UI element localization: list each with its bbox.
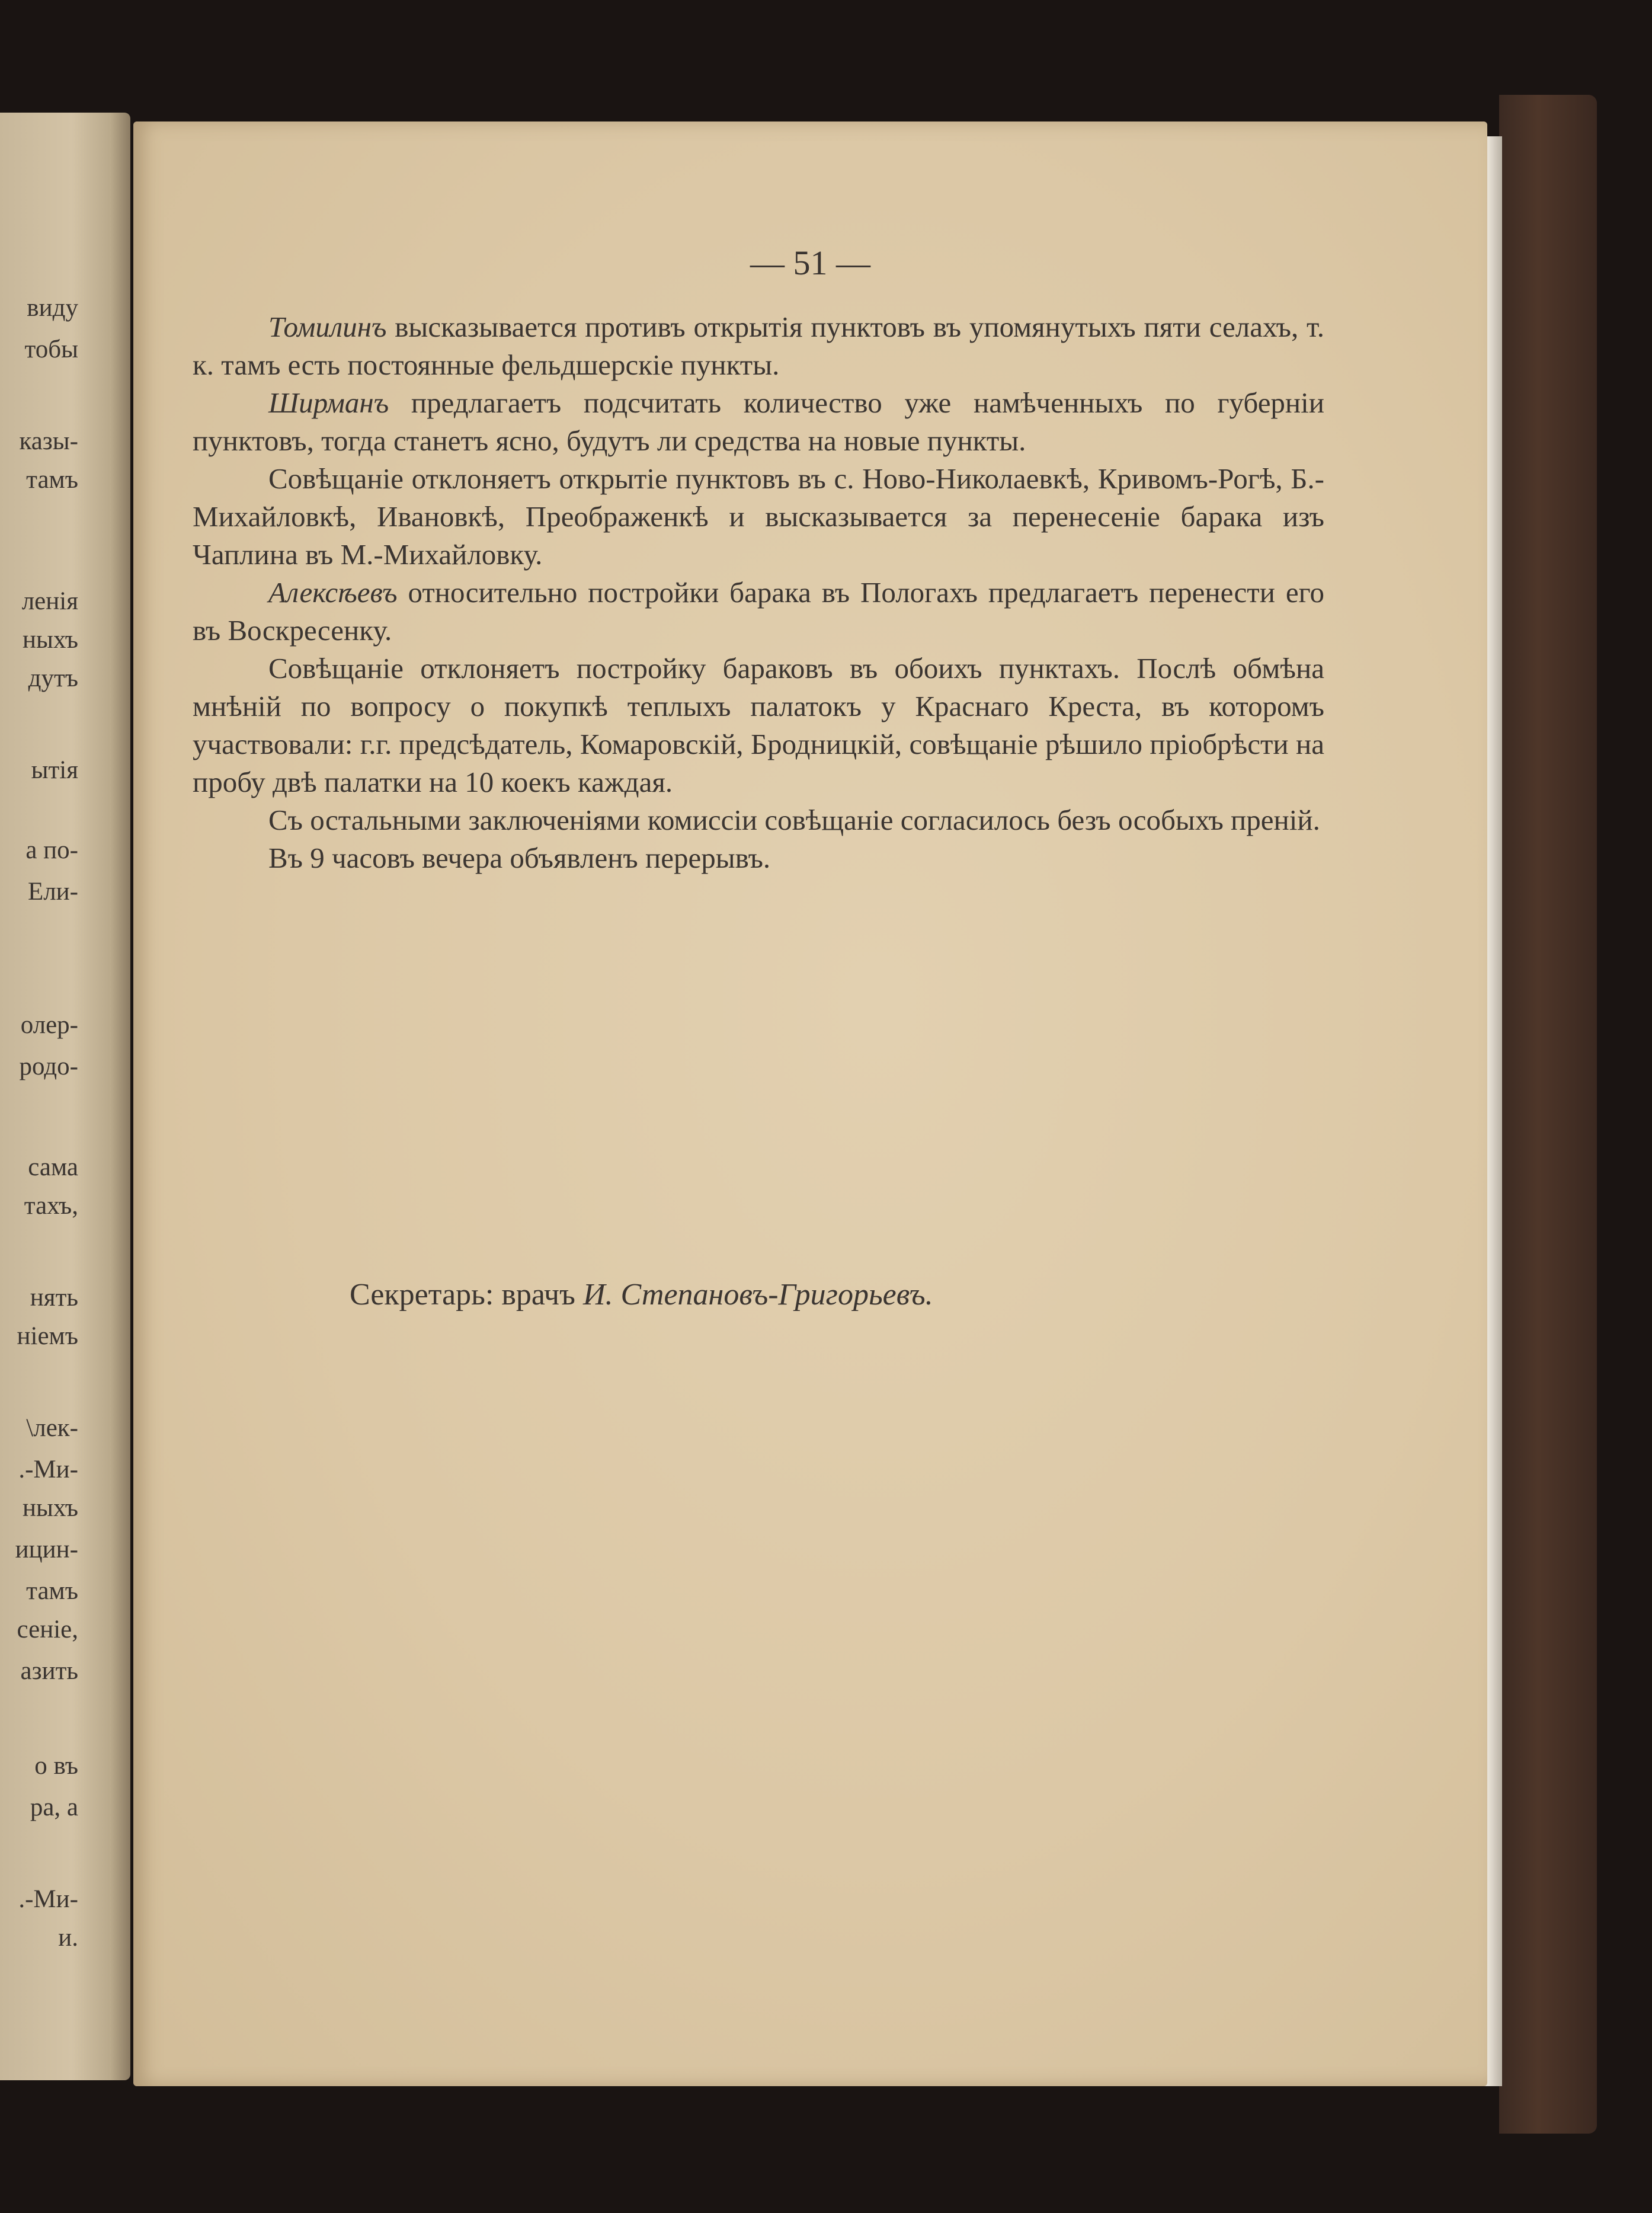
left-page-fragment: \лек- <box>26 1414 78 1442</box>
left-page-fragment: сеніе, <box>17 1616 78 1643</box>
left-page-fragment: .-Ми- <box>18 1885 78 1913</box>
paragraph-text: Совѣщаніе отклоняетъ постройку бараковъ въ обоихъ пунктахъ. Послѣ обмѣна мнѣній по вопросу о покупкѣ теплыхъ палатокъ у Краснаго Креста, въ которомъ участвовали: г.г. предсѣдатель, Комаровскій, Бродницкій, совѣщаніе рѣшило пріобрѣсти на пробу двѣ палатки на 10 коекъ каждая. <box>193 652 1324 798</box>
left-page-fragment: тобы <box>24 335 78 363</box>
left-page-fragment: ныхъ <box>23 626 78 654</box>
left-page-fragment: ленія <box>21 587 78 615</box>
left-page-fragment: ытія <box>31 756 78 784</box>
paragraph-shirman <box>193 384 1324 460</box>
left-page-fragment: тахъ, <box>24 1192 78 1220</box>
paragraph-text: Совѣщаніе отклоняетъ открытіе пунктовъ въ с. Ново-Николаевкѣ, Кривомъ-Рогѣ, Б.-Михайловкѣ, Ивановкѣ, Преображенкѣ и высказывается за перенесеніе барака изъ Чаплина въ М.-Михайловку. <box>193 462 1324 571</box>
left-page-fragment: тамъ <box>26 1577 78 1605</box>
paragraph-agreement <box>193 801 1324 839</box>
paragraph-text: Съ остальными заключеніями комиссіи совѣщаніе согласилось безъ особыхъ преній. <box>268 804 1320 836</box>
left-page-fragment: о въ <box>34 1752 78 1780</box>
book-cover-edge <box>1499 95 1597 2134</box>
page-number: — 51 — <box>750 244 870 282</box>
speaker-name: Алексѣевъ <box>268 576 398 609</box>
left-page-fragment: ра, а <box>30 1793 78 1821</box>
left-page-fragment: а по- <box>25 836 78 864</box>
paragraph-decision-barracks <box>193 650 1324 801</box>
current-page <box>133 121 1487 2086</box>
left-page-fragment: ицин- <box>15 1536 78 1563</box>
signature-label: Секретарь: врачъ <box>350 1278 583 1312</box>
left-page-fragment: сама <box>28 1153 78 1181</box>
signature-name: И. Степановъ-Григорьевъ. <box>582 1278 933 1312</box>
left-page-fragment: родо- <box>19 1053 78 1080</box>
left-page-fragment: .-Ми- <box>18 1456 78 1483</box>
paragraph-text: Въ 9 часовъ вечера объявленъ перерывъ. <box>268 842 771 874</box>
paragraph-tomilin <box>193 308 1324 384</box>
left-page-fragment: тамъ <box>26 466 78 494</box>
paragraph-decision-points <box>193 460 1324 574</box>
left-page-fragment: казы- <box>19 427 78 455</box>
left-page-fragment: нять <box>30 1284 78 1312</box>
left-page-fragment: виду <box>27 294 78 322</box>
page-body <box>193 308 1324 877</box>
paragraph-text: предлагаетъ подсчитать количество уже намѣченныхъ по губерніи пунктовъ, тогда станетъ ясно, будутъ ли средства на новые пункты. <box>193 386 1324 457</box>
left-page-fragment: ныхъ <box>23 1494 78 1522</box>
speaker-name: Ширманъ <box>268 386 389 419</box>
paragraph-text: относительно постройки барака въ Пологахъ предлагаетъ перенести его въ Воскресенку. <box>193 576 1324 647</box>
paragraph-alekseev <box>193 574 1324 650</box>
left-page-fragment: Ели- <box>27 878 78 906</box>
speaker-name: Томилинъ <box>268 311 387 343</box>
paragraph-break <box>193 839 1324 877</box>
left-page-fragment: дутъ <box>28 664 78 692</box>
paragraph-text: высказывается противъ открытія пунктовъ въ упомянутыхъ пяти селахъ, т. к. тамъ есть постоянные фельдшерскіе пункты. <box>193 311 1324 381</box>
left-page-fragment: олер- <box>20 1011 78 1039</box>
signature-line <box>350 1277 1475 1312</box>
previous-page <box>0 113 130 2080</box>
left-page-fragment: азить <box>20 1657 78 1685</box>
left-page-fragment: ніемъ <box>17 1322 78 1350</box>
left-page-fragment: и. <box>58 1924 78 1952</box>
